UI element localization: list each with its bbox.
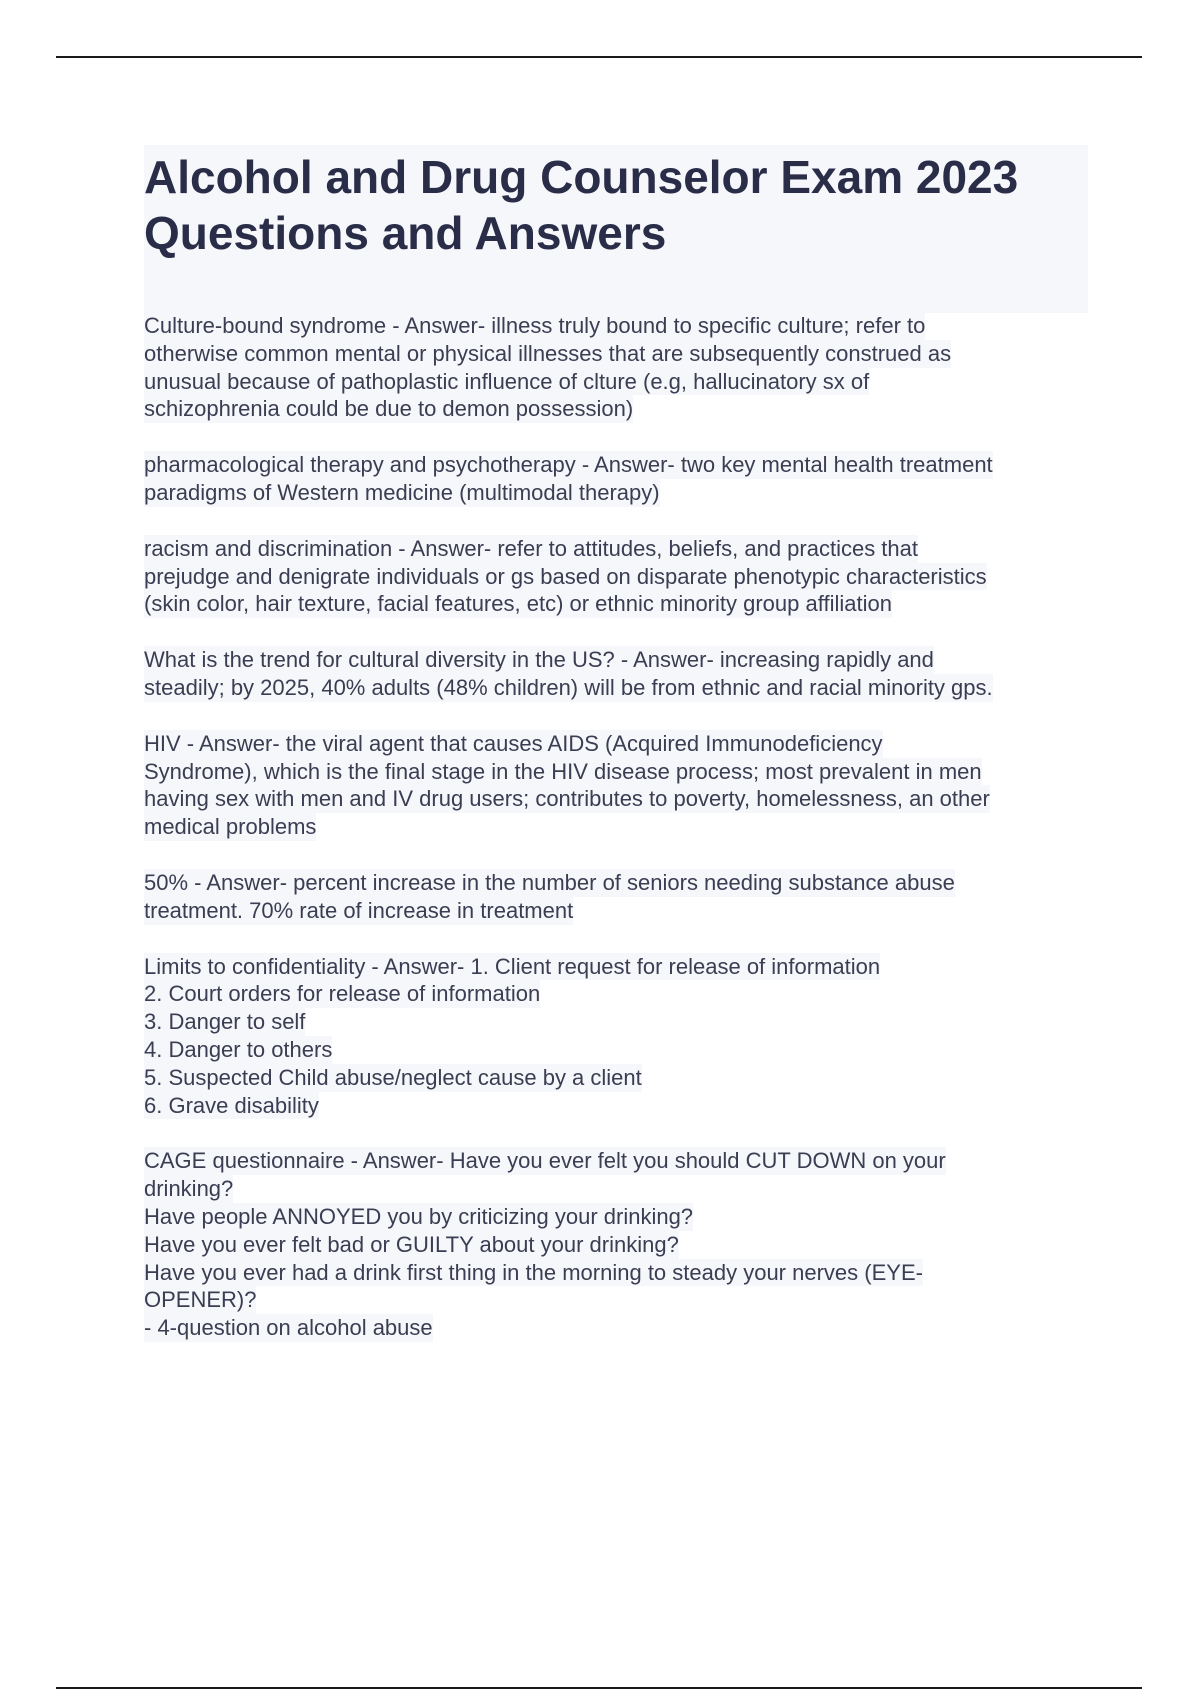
qa-line: What is the trend for cultural diversity in the US? - Answer- increasing rapidly and <box>144 647 934 673</box>
qa-line: CAGE questionnaire - Answer- Have you ever felt you should CUT DOWN on your <box>144 1148 946 1174</box>
qa-line: paradigms of Western medicine (multimodal therapy) <box>144 479 660 505</box>
qa-line: - 4-question on alcohol abuse <box>144 1315 433 1341</box>
qa-entry-cultural-diversity-trend <box>144 646 1088 702</box>
qa-line: 3. Danger to self <box>144 1009 306 1035</box>
qa-entry-cage-questionnaire <box>144 1147 1088 1342</box>
qa-line: (skin color, hair texture, facial features, etc) or ethnic minority group affiliation <box>144 591 892 617</box>
qa-line: OPENER)? <box>144 1287 257 1313</box>
qa-line: 2. Court orders for release of information <box>144 981 541 1007</box>
qa-entry-racism-discrimination <box>144 535 1088 618</box>
qa-line: Have people ANNOYED you by criticizing your drinking? <box>144 1203 694 1229</box>
qa-line: pharmacological therapy and psychotherapy - Answer- two key mental health treatment <box>144 452 993 478</box>
qa-line: medical problems <box>144 814 317 840</box>
qa-line: steadily; by 2025, 40% adults (48% children) will be from ethnic and racial minority gps. <box>144 674 993 700</box>
qa-line: Limits to confidentiality - Answer- 1. Client request for release of information <box>144 953 881 979</box>
bottom-rule <box>56 1687 1142 1689</box>
qa-line: 50% - Answer- percent increase in the number of seniors needing substance abuse <box>144 869 955 895</box>
qa-line: treatment. 70% rate of increase in treatment <box>144 897 574 923</box>
qa-line: racism and discrimination - Answer- refer to attitudes, beliefs, and practices that <box>144 535 919 561</box>
qa-line: drinking? <box>144 1176 234 1202</box>
qa-line: having sex with men and IV drug users; contributes to poverty, homelessness, an other <box>144 786 990 812</box>
qa-line: otherwise common mental or physical illnesses that are subsequently construed as <box>144 340 952 366</box>
qa-line: prejudge and denigrate individuals or gs based on disparate phenotypic characteristics <box>144 563 987 589</box>
qa-line: Syndrome), which is the final stage in the HIV disease process; most prevalent in men <box>144 758 982 784</box>
qa-line: HIV - Answer- the viral agent that causes AIDS (Acquired Immunodeficiency <box>144 730 883 756</box>
qa-line: schizophrenia could be due to demon possession) <box>144 396 634 422</box>
qa-entry-limits-confidentiality <box>144 953 1088 1120</box>
qa-entry-seniors-increase <box>144 869 1088 925</box>
qa-list <box>144 312 1088 1370</box>
qa-line: 6. Grave disability <box>144 1092 319 1118</box>
page-title <box>144 149 1018 261</box>
qa-line: Have you ever felt bad or GUILTY about your drinking? <box>144 1231 679 1257</box>
qa-entry-hiv <box>144 730 1088 841</box>
qa-line: Have you ever had a drink first thing in the morning to steady your nerves (EYE- <box>144 1259 923 1285</box>
title-block <box>144 145 1088 313</box>
qa-line: Culture-bound syndrome - Answer- illness truly bound to specific culture; refer to <box>144 313 926 338</box>
qa-line: 5. Suspected Child abuse/neglect cause by a client <box>144 1064 642 1090</box>
qa-entry-culture-bound-syndrome <box>144 312 1088 423</box>
qa-entry-pharmacological-therapy <box>144 451 1088 507</box>
page-title-line-1: Alcohol and Drug Counselor Exam 2023 <box>144 151 1019 203</box>
top-rule <box>56 56 1142 58</box>
qa-line: 4. Danger to others <box>144 1036 333 1062</box>
qa-line: unusual because of pathoplastic influence of clture (e.g, hallucinatory sx of <box>144 368 870 394</box>
page-title-line-2: Questions and Answers <box>144 207 667 259</box>
